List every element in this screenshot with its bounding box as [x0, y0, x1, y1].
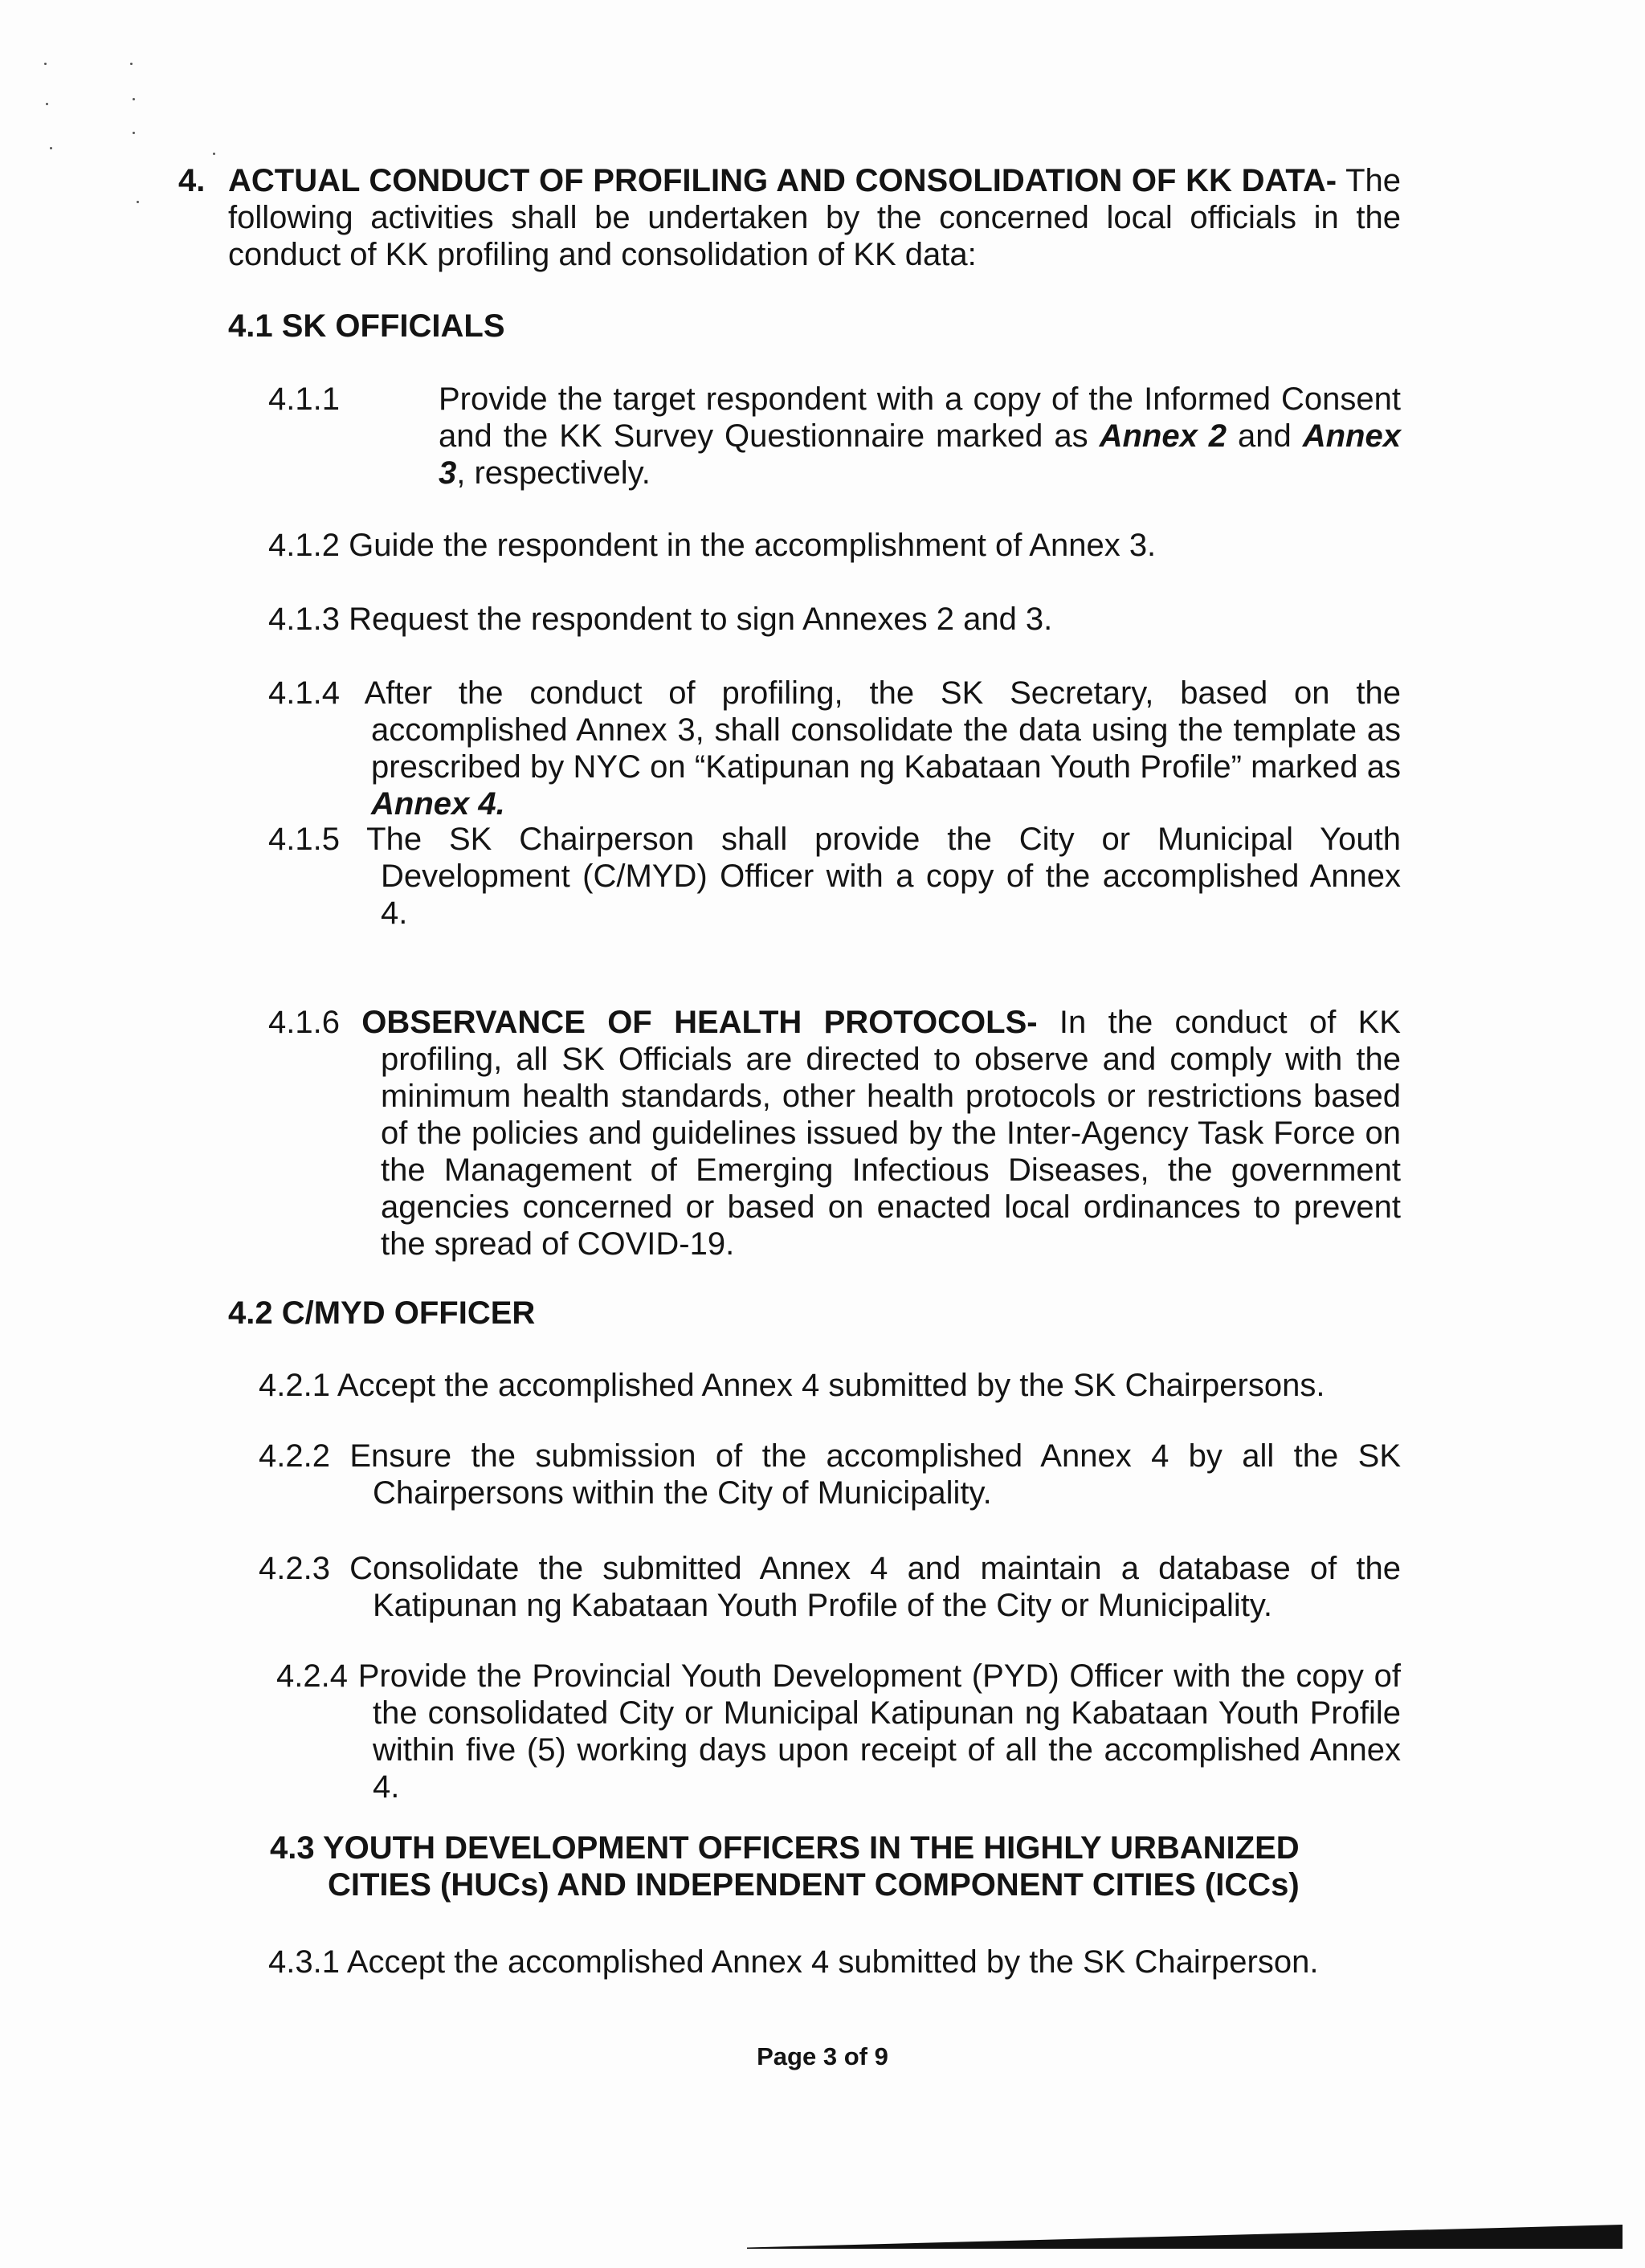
item-4-3-1 [268, 1944, 1401, 1980]
item-number: 4.2.1 [259, 1368, 330, 1403]
item-text: Provide the target respondent with a copy of the Informed Consent and the KK Survey Questionnaire marked as Annex 2 and Annex 3, respectively. [439, 381, 1401, 491]
annex-4-ref: Annex 4. [371, 786, 505, 822]
item-text: Guide the respondent in the accomplishment of Annex 3. [349, 528, 1157, 563]
item-text: 4.2.4 Provide the Provincial Youth Development (PYD) Officer with the copy of the consolidated City or Municipal Katipunan ng Kabataan Youth Profile within five (5) working days upon receipt of all the accomplished Annex 4. [276, 1658, 1401, 1805]
scan-speck [44, 63, 47, 65]
page-number: Page 3 of 9 [757, 2042, 888, 2070]
section-title: ACTUAL CONDUCT OF PROFILING AND CONSOLIDATION OF KK DATA- [228, 163, 1337, 198]
item-text: Request the respondent to sign Annexes 2 and 3. [349, 602, 1053, 637]
item-number: 4.1.3 [268, 602, 340, 637]
subsection-heading-4-2: 4.2 C/MYD OFFICER [228, 1295, 536, 1331]
item-text: Accept the accomplished Annex 4 submitted by the SK Chairpersons. [337, 1368, 1325, 1403]
item-number: 4.1.5 [268, 822, 340, 857]
item-text: 4.1.6 OBSERVANCE OF HEALTH PROTOCOLS- In the conduct of KK profiling, all SK Officials are directed to observe and comply with the minimum health standards, other health protocols or restrictions based of the policies and guidelines issued by the Inter-Agency Task Force on the Management of Emerging Infectious Diseases, the government agencies concerned or based on enacted local ordinances to prevent the spread of COVID-19. [268, 1005, 1401, 1262]
item-text: Accept the accomplished Annex 4 submitted by the SK Chairperson. [346, 1944, 1319, 1980]
item-number: 4.3.1 [268, 1944, 340, 1980]
item-4-1-5 [268, 821, 1401, 932]
item-4-1-6 [268, 1004, 1401, 1262]
item-4-1-2 [268, 527, 1401, 564]
item-text: 4.2.3 Consolidate the submitted Annex 4 and maintain a database of the Katipunan ng Kabataan Youth Profile of the City or Municipality. [259, 1551, 1402, 1623]
item-4-1-1 [268, 381, 1401, 492]
item-4-1-4 [268, 675, 1401, 822]
subsection-heading-4-3: 4.3 YOUTH DEVELOPMENT OFFICERS IN THE HIGHLY URBANIZED CITIES (HUCs) AND INDEPENDENT COMPONENT CITIES (ICCs) [270, 1830, 1300, 1903]
item-text: 4.2.2 Ensure the submission of the accomplished Annex 4 by all the SK Chairpersons within the City of Municipality. [259, 1438, 1401, 1511]
item-number: 4.2.4 [276, 1658, 348, 1694]
item-number: 4.1.6 [268, 1005, 340, 1040]
item-number: 4.1.2 [268, 528, 340, 563]
item-number: 4.2.2 [259, 1438, 330, 1474]
item-4-1-3 [268, 601, 1401, 638]
item-text: 4.1.5 The SK Chairperson shall provide the City or Municipal Youth Development (C/MYD) Officer with a copy of the accomplished Annex 4. [268, 822, 1402, 931]
item-number: 4.1.1 [268, 381, 340, 417]
scan-speck [133, 98, 135, 100]
subsection-heading-4-1: 4.1 SK OFFICIALS [228, 308, 505, 344]
annex-2-ref: Annex 2 [1099, 418, 1227, 454]
scan-edge-bar [747, 2225, 1623, 2249]
section-intro: The following activities shall be undertaken by the concerned local officials in the conduct of KK profiling and consolidation of KK data: [228, 163, 1402, 272]
scan-speck [46, 103, 48, 105]
item-4-2-4 [276, 1658, 1401, 1805]
scan-speck [130, 63, 133, 65]
section-4-paragraph [228, 162, 1401, 273]
health-protocols-title: OBSERVANCE OF HEALTH PROTOCOLS- [361, 1005, 1038, 1040]
item-text: 4.1.4 After the conduct of profiling, the SK Secretary, based on the accomplished Annex 3, shall consolidate the data using the template as prescribed by NYC on “Katipunan ng Kabataan Youth Profile” marked as Annex 4. [268, 675, 1401, 822]
item-number: 4.2.3 [259, 1551, 330, 1586]
item-4-2-2 [259, 1438, 1401, 1511]
scan-speck [137, 201, 139, 203]
scan-speck [213, 153, 215, 155]
item-number: 4.1.4 [268, 675, 340, 711]
section-number: 4. [178, 163, 206, 198]
annex-3-ref: Annex 3 [439, 418, 1401, 491]
item-4-2-1 [259, 1367, 1401, 1404]
scan-speck [133, 132, 135, 134]
item-4-2-3 [259, 1550, 1401, 1624]
scan-speck [50, 147, 52, 149]
